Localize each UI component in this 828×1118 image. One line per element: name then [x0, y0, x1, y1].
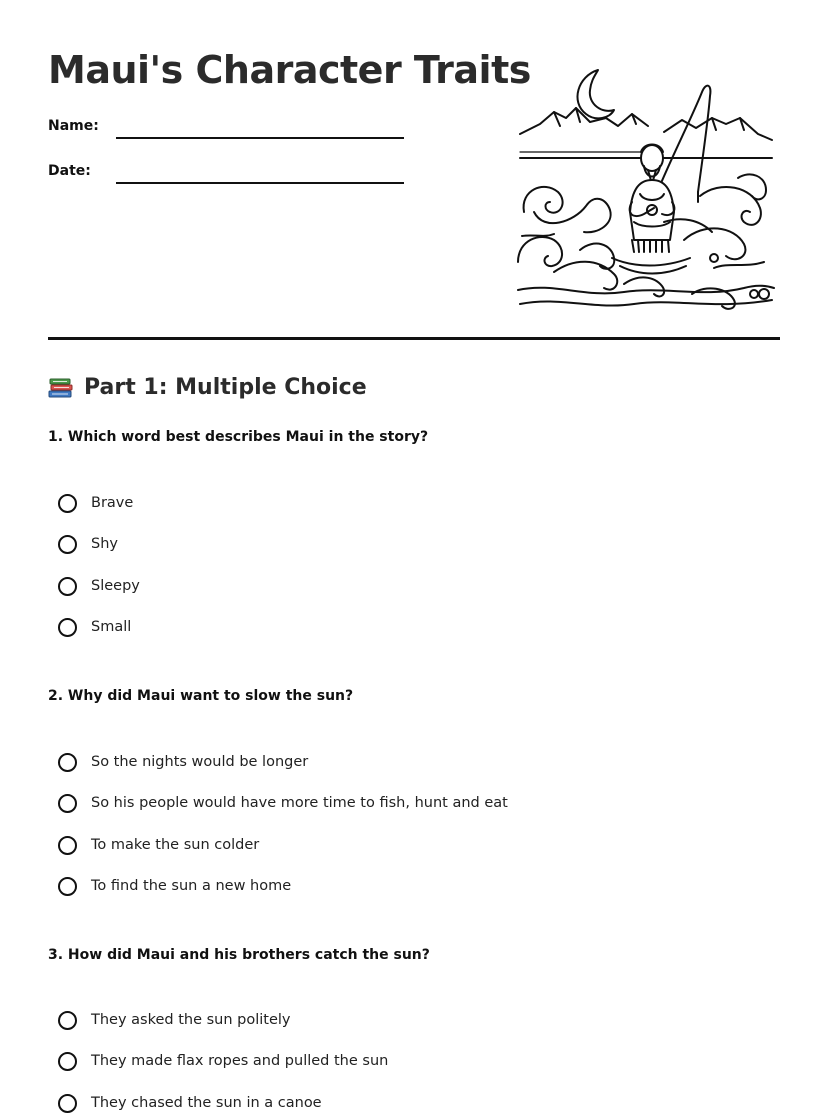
q1-option-1[interactable]	[58, 491, 133, 515]
radio-button[interactable]	[58, 494, 77, 513]
radio-button[interactable]	[58, 535, 77, 554]
name-field[interactable]	[116, 137, 404, 139]
question-1: 1. Which word best describes Maui in the story?	[48, 429, 429, 445]
option-label: They made flax ropes and pulled the sun	[91, 1053, 389, 1069]
q2-option-3[interactable]	[58, 833, 259, 857]
date-label: Date:	[48, 163, 91, 179]
q1-option-3[interactable]	[58, 574, 140, 598]
radio-button[interactable]	[58, 836, 77, 855]
radio-button[interactable]	[58, 1011, 77, 1030]
option-label: To find the sun a new home	[91, 878, 292, 894]
option-label: So his people would have more time to fish, hunt and eat	[91, 795, 508, 811]
radio-button[interactable]	[58, 794, 77, 813]
option-label: They chased the sun in a canoe	[91, 1095, 322, 1111]
option-label: They asked the sun politely	[91, 1012, 291, 1028]
q1-option-2[interactable]	[58, 532, 118, 556]
q3-option-1[interactable]	[58, 1008, 291, 1032]
option-label: Shy	[91, 536, 118, 552]
date-field[interactable]	[116, 182, 404, 184]
radio-button[interactable]	[58, 753, 77, 772]
books-icon	[48, 376, 74, 400]
q3-option-2[interactable]	[58, 1049, 388, 1073]
radio-button[interactable]	[58, 877, 77, 896]
name-label: Name:	[48, 118, 99, 134]
radio-button[interactable]	[58, 577, 77, 596]
section-divider	[48, 337, 780, 340]
q1-option-4[interactable]	[58, 615, 131, 639]
question-2: 2. Why did Maui want to slow the sun?	[48, 688, 354, 704]
option-label: Brave	[91, 495, 134, 511]
option-label: So the nights would be longer	[91, 754, 309, 770]
radio-button[interactable]	[58, 618, 77, 637]
q3-option-3[interactable]	[58, 1091, 322, 1115]
q2-option-1[interactable]	[58, 750, 308, 774]
maui-fishing-illustration	[514, 62, 778, 314]
radio-button[interactable]	[58, 1052, 77, 1071]
q2-option-4[interactable]	[58, 874, 291, 898]
part1-heading-text: Part 1: Multiple Choice	[84, 375, 367, 400]
option-label: To make the sun colder	[91, 837, 260, 853]
q2-option-2[interactable]	[58, 791, 508, 815]
worksheet-title: Maui's Character Traits	[48, 48, 531, 92]
part1-heading	[48, 375, 367, 400]
radio-button[interactable]	[58, 1094, 77, 1113]
option-label: Small	[91, 619, 132, 635]
question-3: 3. How did Maui and his brothers catch the sun?	[48, 947, 430, 963]
option-label: Sleepy	[91, 578, 140, 594]
